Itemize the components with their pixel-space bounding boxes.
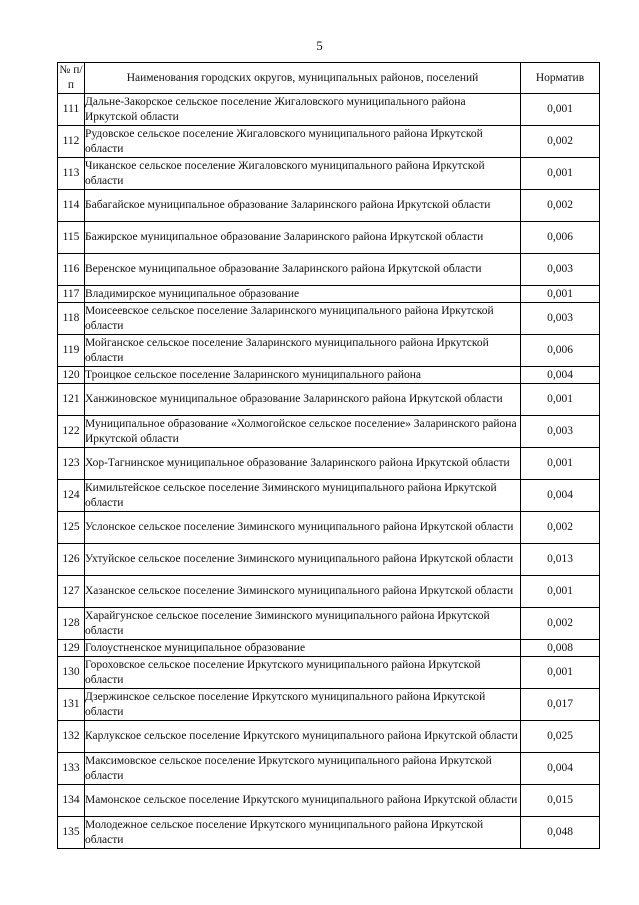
row-name: Молодежное сельское поселение Иркутского муниципального района Иркутской области [85, 817, 521, 849]
table-row [58, 512, 600, 544]
row-name: Хазанское сельское поселение Зиминского муниципального района Иркутской области [85, 576, 521, 608]
table-row [58, 222, 600, 254]
row-number: 135 [58, 817, 85, 849]
row-number: 133 [58, 753, 85, 785]
row-name: Троицкое сельское поселение Заларинского муниципального района [85, 367, 521, 384]
row-number: 129 [58, 640, 85, 657]
row-name: Мойганское сельское поселение Заларинского муниципального района Иркутской области [85, 335, 521, 367]
row-normative: 0,003 [521, 416, 600, 448]
row-name: Дзержинское сельское поселение Иркутского муниципального района Иркутской области [85, 689, 521, 721]
row-name: Бабагайское муниципальное образование Заларинского района Иркутской области [85, 190, 521, 222]
table-row [58, 254, 600, 286]
table-body [58, 94, 600, 849]
row-name: Владимирское муниципальное образование [85, 286, 521, 303]
table-row [58, 640, 600, 657]
table-row [58, 190, 600, 222]
row-number: 115 [58, 222, 85, 254]
table-row [58, 817, 600, 849]
table-row [58, 576, 600, 608]
table-row [58, 608, 600, 640]
row-number: 116 [58, 254, 85, 286]
table-row [58, 480, 600, 512]
row-number: 111 [58, 94, 85, 126]
row-name: Гороховское сельское поселение Иркутского муниципального района Иркутской области [85, 657, 521, 689]
row-number: 128 [58, 608, 85, 640]
row-normative: 0,006 [521, 222, 600, 254]
table-row [58, 753, 600, 785]
row-normative: 0,003 [521, 303, 600, 335]
row-normative: 0,003 [521, 254, 600, 286]
row-normative: 0,004 [521, 480, 600, 512]
row-number: 119 [58, 335, 85, 367]
row-number: 134 [58, 785, 85, 817]
table-row [58, 721, 600, 753]
row-number: 117 [58, 286, 85, 303]
table-row [58, 785, 600, 817]
row-number: 122 [58, 416, 85, 448]
row-number: 123 [58, 448, 85, 480]
row-normative: 0,017 [521, 689, 600, 721]
row-number: 131 [58, 689, 85, 721]
row-name: Кимильтейское сельское поселение Зиминского муниципального района Иркутской области [85, 480, 521, 512]
row-name: Ухтуйское сельское поселение Зиминского муниципального района Иркутской области [85, 544, 521, 576]
table-row [58, 303, 600, 335]
row-name: Моисеевское сельское поселение Заларинского муниципального района Иркутской области [85, 303, 521, 335]
table-header-row [58, 63, 600, 94]
row-normative: 0,015 [521, 785, 600, 817]
row-name: Рудовское сельское поселение Жигаловского муниципального района Иркутской области [85, 126, 521, 158]
row-normative: 0,001 [521, 576, 600, 608]
row-number: 120 [58, 367, 85, 384]
row-number: 118 [58, 303, 85, 335]
table-row [58, 94, 600, 126]
row-normative: 0,048 [521, 817, 600, 849]
normative-table [57, 62, 600, 849]
row-normative: 0,001 [521, 657, 600, 689]
table-row [58, 335, 600, 367]
row-normative: 0,002 [521, 608, 600, 640]
row-normative: 0,004 [521, 753, 600, 785]
row-name: Хор-Тагнинское муниципальное образование Заларинского района Иркутской области [85, 448, 521, 480]
table-row [58, 448, 600, 480]
table-row [58, 544, 600, 576]
table-row [58, 689, 600, 721]
row-name: Бажирское муниципальное образование Заларинского района Иркутской области [85, 222, 521, 254]
header-normative: Норматив [521, 63, 600, 94]
row-number: 130 [58, 657, 85, 689]
row-name: Услонское сельское поселение Зиминского муниципального района Иркутской области [85, 512, 521, 544]
row-normative: 0,001 [521, 158, 600, 190]
row-normative: 0,004 [521, 367, 600, 384]
row-number: 121 [58, 384, 85, 416]
header-name: Наименования городских округов, муниципальных районов, поселений [85, 63, 521, 94]
row-normative: 0,008 [521, 640, 600, 657]
row-name: Голоустненское муниципальное образование [85, 640, 521, 657]
header-number: № п/п [58, 63, 85, 94]
row-number: 127 [58, 576, 85, 608]
table-row [58, 126, 600, 158]
row-name: Дальне-Закорское сельское поселение Жигаловского муниципального района Иркутской области [85, 94, 521, 126]
table-row [58, 416, 600, 448]
table-row [58, 384, 600, 416]
row-name: Харайгунское сельское поселение Зиминского муниципального района Иркутской области [85, 608, 521, 640]
row-name: Веренское муниципальное образование Заларинского района Иркутской области [85, 254, 521, 286]
row-normative: 0,001 [521, 448, 600, 480]
row-name: Карлукское сельское поселение Иркутского муниципального района Иркутской области [85, 721, 521, 753]
row-number: 126 [58, 544, 85, 576]
row-number: 112 [58, 126, 85, 158]
row-name: Максимовское сельское поселение Иркутского муниципального района Иркутской области [85, 753, 521, 785]
row-number: 114 [58, 190, 85, 222]
row-number: 125 [58, 512, 85, 544]
row-normative: 0,002 [521, 512, 600, 544]
row-normative: 0,001 [521, 384, 600, 416]
row-normative: 0,013 [521, 544, 600, 576]
table-row [58, 158, 600, 190]
row-normative: 0,006 [521, 335, 600, 367]
row-normative: 0,025 [521, 721, 600, 753]
table-row [58, 367, 600, 384]
row-normative: 0,002 [521, 126, 600, 158]
row-normative: 0,002 [521, 190, 600, 222]
row-number: 113 [58, 158, 85, 190]
row-number: 124 [58, 480, 85, 512]
row-number: 132 [58, 721, 85, 753]
row-normative: 0,001 [521, 286, 600, 303]
row-name: Мамонское сельское поселение Иркутского муниципального района Иркутской области [85, 785, 521, 817]
row-name: Муниципальное образование «Холмогойское сельское поселение» Заларинского района Иркутской области [85, 416, 521, 448]
table-row [58, 286, 600, 303]
table-row [58, 657, 600, 689]
row-name: Ханжиновское муниципальное образование Заларинского района Иркутской области [85, 384, 521, 416]
row-name: Чиканское сельское поселение Жигаловского муниципального района Иркутской области [85, 158, 521, 190]
page-number: 5 [316, 38, 323, 53]
row-normative: 0,001 [521, 94, 600, 126]
